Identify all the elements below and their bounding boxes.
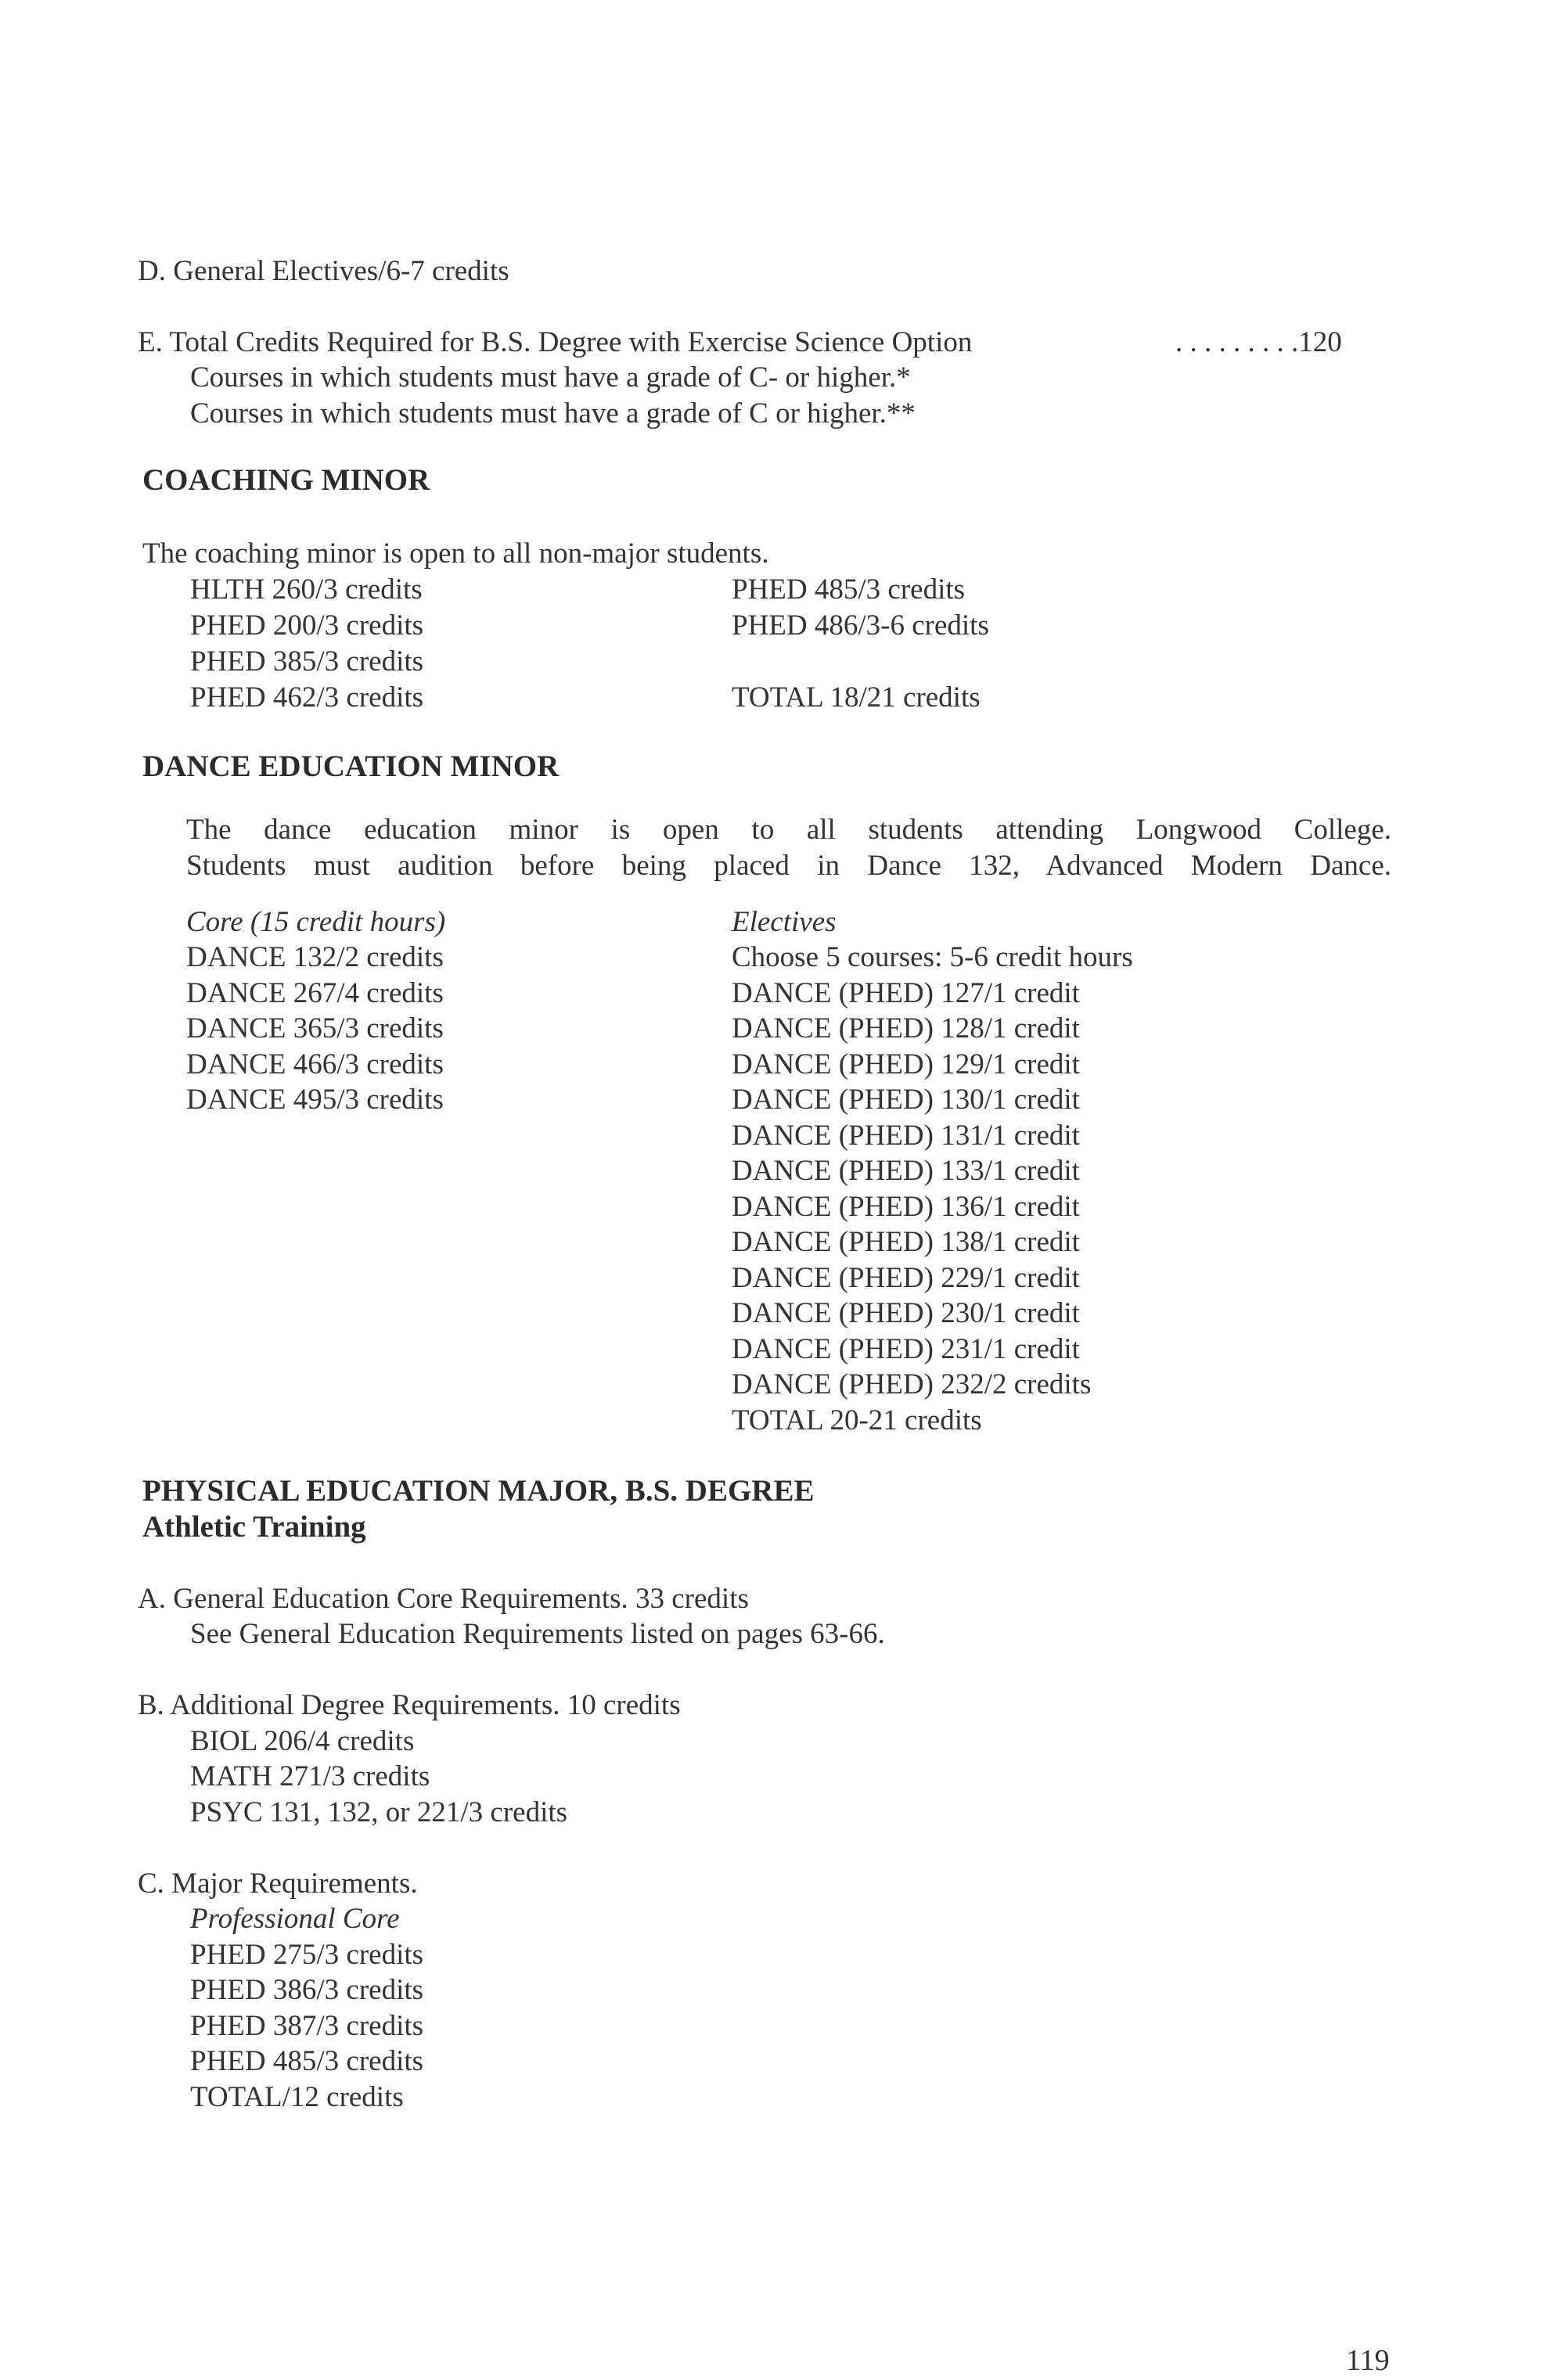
dance-minor-intro-line-1: The dance education minor is open to all students attending Longwood College.	[186, 814, 1391, 846]
section-c-title: C. Major Requirements.	[138, 1868, 418, 1900]
section-e-note-2: Courses in which students must have a grade of C or higher.**	[190, 397, 916, 430]
section-c-total: TOTAL/12 credits	[190, 2081, 404, 2113]
coaching-minor-intro: The coaching minor is open to all non-major students.	[142, 537, 769, 570]
electives-line: DANCE (PHED) 136/1 credit	[732, 1191, 1080, 1223]
section-b-title: B. Additional Degree Requirements. 10 credits	[138, 1689, 681, 1721]
section-c-course: PHED 387/3 credits	[190, 2010, 424, 2042]
electives-line: DANCE (PHED) 229/1 credit	[732, 1262, 1080, 1294]
electives-line: DANCE (PHED) 231/1 credit	[732, 1333, 1080, 1365]
coaching-total: TOTAL 18/21 credits	[732, 681, 981, 714]
electives-line: DANCE (PHED) 128/1 credit	[732, 1012, 1080, 1044]
section-b-course: PSYC 131, 132, or 221/3 credits	[190, 1796, 568, 1828]
electives-line: DANCE (PHED) 232/2 credits	[732, 1368, 1092, 1400]
coaching-course: HLTH 260/3 credits	[190, 573, 423, 606]
section-a-note: See General Education Requirements listed on pages 63-66.	[190, 1618, 885, 1650]
dot-leader: . . . . . . . . .	[1175, 326, 1299, 358]
core-heading: Core (15 credit hours)	[186, 906, 446, 938]
section-c-subheading: Professional Core	[190, 1903, 400, 1935]
electives-line: DANCE (PHED) 129/1 credit	[732, 1048, 1080, 1080]
coaching-course: PHED 385/3 credits	[190, 645, 424, 678]
electives-line: DANCE (PHED) 131/1 credit	[732, 1120, 1080, 1152]
coaching-course: PHED 486/3-6 credits	[732, 609, 989, 642]
coaching-course: PHED 485/3 credits	[732, 573, 966, 606]
section-c-course: PHED 386/3 credits	[190, 1974, 424, 2006]
core-course: DANCE 466/3 credits	[186, 1048, 444, 1080]
section-c-course: PHED 275/3 credits	[190, 1939, 424, 1971]
dance-minor-heading: DANCE EDUCATION MINOR	[142, 750, 560, 783]
pe-major-subheading: Athletic Training	[142, 1510, 366, 1544]
pe-major-heading: PHYSICAL EDUCATION MAJOR, B.S. DEGREE	[142, 1474, 815, 1508]
coaching-course: PHED 462/3 credits	[190, 681, 424, 714]
core-course: DANCE 267/4 credits	[186, 977, 444, 1009]
core-course: DANCE 132/2 credits	[186, 941, 444, 973]
electives-line: DANCE (PHED) 133/1 credit	[732, 1155, 1080, 1187]
coaching-minor-heading: COACHING MINOR	[142, 463, 430, 497]
page-number: 119	[1346, 2344, 1390, 2377]
electives-total: TOTAL 20-21 credits	[732, 1404, 982, 1436]
electives-heading: Electives	[732, 906, 837, 938]
section-e-total	[1175, 325, 1342, 360]
core-course: DANCE 495/3 credits	[186, 1084, 444, 1116]
electives-line: Choose 5 courses: 5-6 credit hours	[732, 941, 1133, 973]
section-d-title: D. General Electives/6-7 credits	[138, 255, 509, 287]
section-a-title: A. General Education Core Requirements. 33 credits	[138, 1583, 749, 1615]
section-b-course: BIOL 206/4 credits	[190, 1725, 415, 1757]
electives-line: DANCE (PHED) 230/1 credit	[732, 1297, 1080, 1329]
dance-minor-intro-line-2: Students must audition before being placed in Dance 132, Advanced Modern Dance.	[186, 850, 1391, 882]
core-course: DANCE 365/3 credits	[186, 1012, 444, 1044]
electives-line: DANCE (PHED) 138/1 credit	[732, 1226, 1080, 1258]
section-e-title	[138, 325, 972, 360]
electives-line: DANCE (PHED) 130/1 credit	[732, 1084, 1080, 1116]
section-c-course: PHED 485/3 credits	[190, 2045, 424, 2077]
section-e-note-1: Courses in which students must have a grade of C- or higher.*	[190, 361, 911, 394]
section-b-course: MATH 271/3 credits	[190, 1760, 430, 1792]
section-e-title-text: E. Total Credits Required for B.S. Degree with Exercise Science Option	[138, 326, 973, 358]
total-credits-value: 120	[1298, 326, 1342, 358]
coaching-course: PHED 200/3 credits	[190, 609, 424, 642]
electives-line: DANCE (PHED) 127/1 credit	[732, 977, 1080, 1009]
